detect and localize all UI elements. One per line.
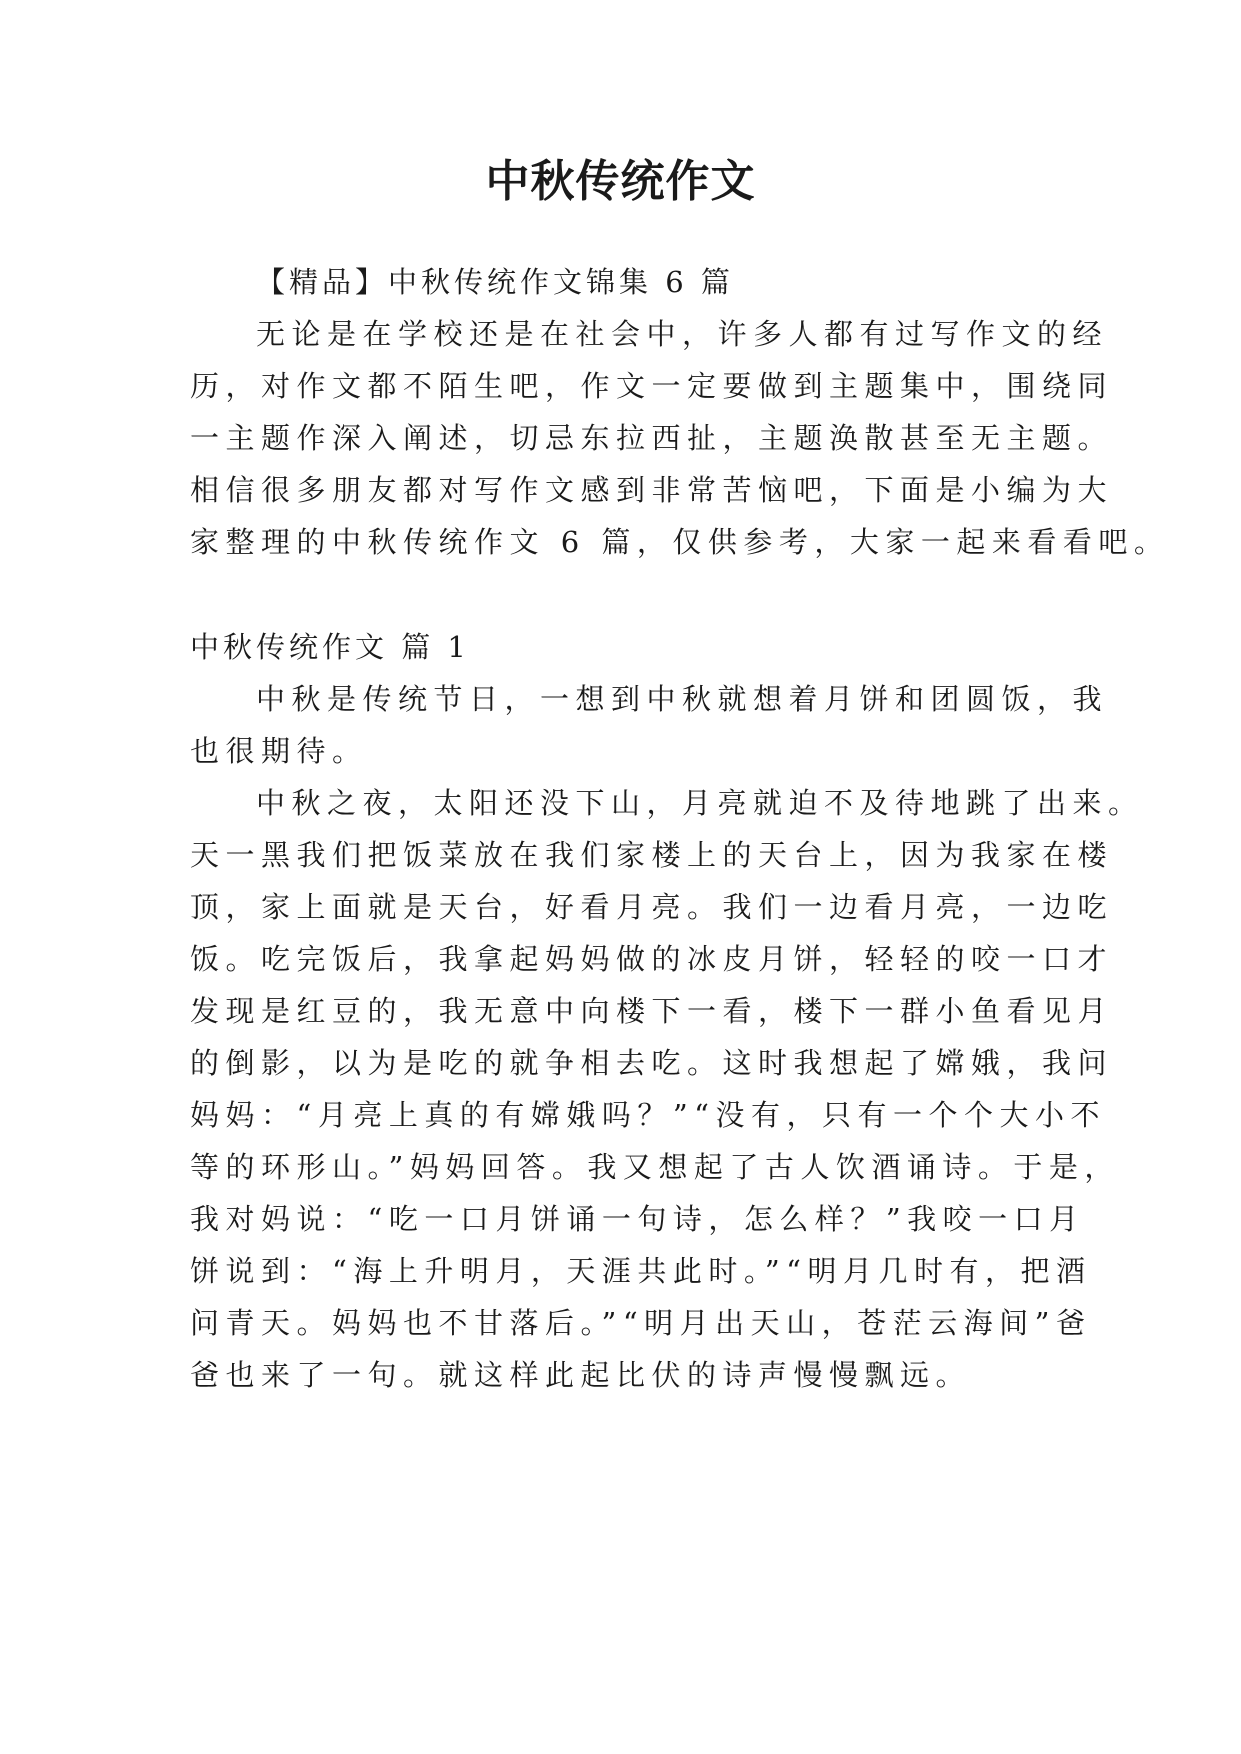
intro-line: 一主题作深入阐述，切忌东拉西扯，主题涣散甚至无主题。 [190,421,1114,455]
paragraph-line: 顶，家上面就是天台，好看月亮。我们一边看月亮，一边吃 [190,890,1114,924]
paragraph-line: 饼说到：“海上升明月，天涯共此时。”“明月几时有，把酒 [190,1254,1092,1288]
section-heading: 中秋传统作文 篇 1 [190,630,470,664]
intro-line: 家整理的中秋传统作文 6 篇，仅供参考，大家一起来看看吧。 [190,525,1170,559]
paragraph-line: 中秋之夜，太阳还没下山，月亮就迫不及待地跳了出来。 [256,786,1144,820]
intro-line: 历，对作文都不陌生吧，作文一定要做到主题集中，围绕同 [190,369,1114,403]
paragraph-line: 发现是红豆的，我无意中向楼下一看，楼下一群小鱼看见月 [190,994,1114,1028]
paragraph-line: 爸也来了一句。就这样此起比伏的诗声慢慢飘远。 [190,1358,972,1392]
paragraph-line: 等的环形山。”妈妈回答。我又想起了古人饮酒诵诗。于是， [190,1150,1120,1184]
paragraph-line: 问青天。妈妈也不甘落后。”“明月出天山，苍茫云海间”爸 [190,1306,1092,1340]
document-title: 中秋传统作文 [485,156,756,207]
paragraph-line: 也很期待。 [190,734,368,768]
paragraph-line: 天一黑我们把饭菜放在我们家楼上的天台上，因为我家在楼 [190,838,1114,872]
paragraph-line: 妈妈：“月亮上真的有嫦娥吗？”“没有，只有一个个大小不 [190,1098,1106,1132]
document-subtitle: 【精品】中秋传统作文锦集 6 篇 [256,265,734,299]
paragraph-line: 的倒影，以为是吃的就争相去吃。这时我想起了嫦娥，我问 [190,1046,1114,1080]
intro-line: 无论是在学校还是在社会中，许多人都有过写作文的经 [256,317,1109,351]
intro-line: 相信很多朋友都对写作文感到非常苦恼吧，下面是小编为大 [190,473,1114,507]
paragraph-line: 饭。吃完饭后，我拿起妈妈做的冰皮月饼，轻轻的咬一口才 [190,942,1114,976]
paragraph-line: 我对妈说：“吃一口月饼诵一句诗，怎么样？”我咬一口月 [190,1202,1085,1236]
paragraph-line: 中秋是传统节日，一想到中秋就想着月饼和团圆饭，我 [256,682,1109,716]
